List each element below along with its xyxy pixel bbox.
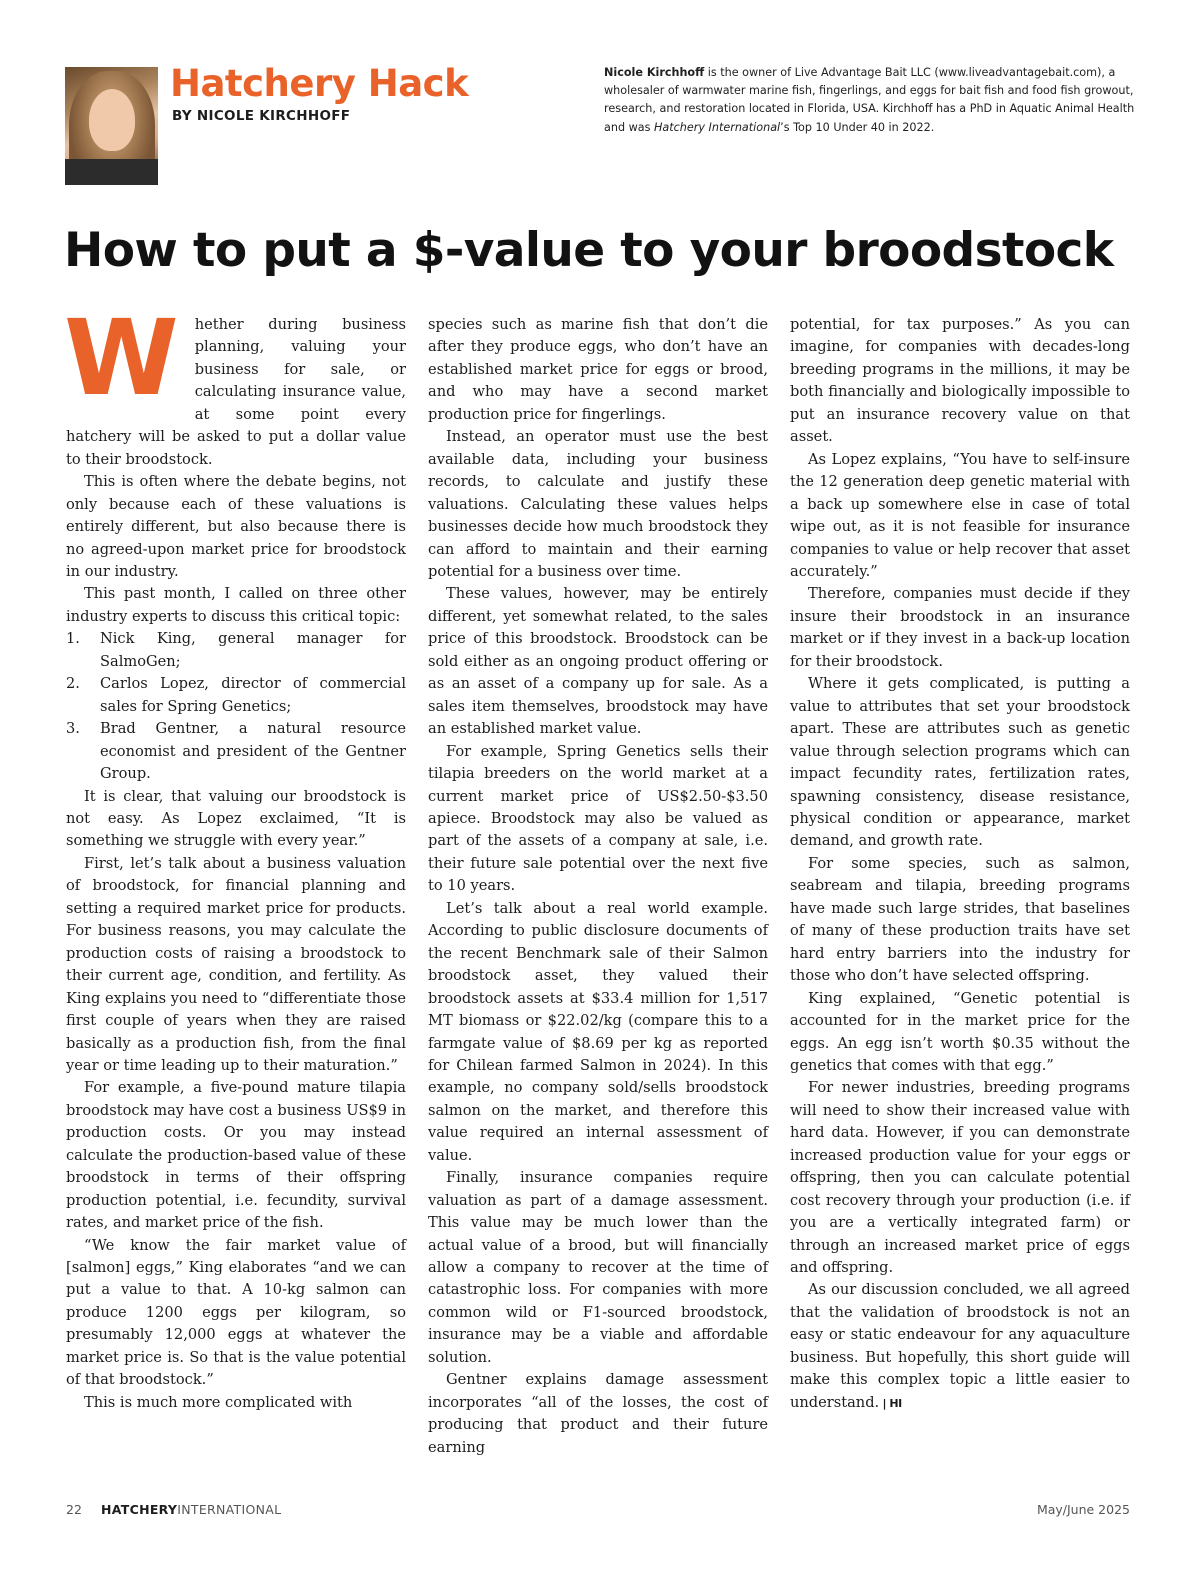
paragraph: For some species, such as salmon, seabream and tilapia, breeding programs have made such large strides, that baselines of many of these production traits have set hard entry barriers into the industry for those who don’t have selected offspring. [790, 854, 1130, 985]
column-title: Hatchery Hack [170, 62, 469, 105]
paragraph: First, let’s talk about a business valuation of broodstock, for financial planning and setting a required market price for products. For business reasons, you may calculate the production costs of raising a broodstock to their current age, condition, and fertility. As King explains you need to “differentiate those first couple of years when they are raised basically as a production fish, from the final year or time leading up to their maturation.” [66, 854, 406, 1074]
author-photo-shirt [65, 159, 158, 185]
page-number: 22 [66, 1502, 82, 1517]
paragraph: It is clear, that valuing our broodstock is not easy. As Lopez exclaimed, “It is something we struggle with every year.” [66, 787, 406, 850]
article-column-1 [64, 297, 406, 1414]
list-item [66, 628, 406, 673]
issue-date: May/June 2025 [1036, 1502, 1130, 1517]
paragraph: Let’s talk about a real world example. According to public disclosure documents of the recent Benchmark sale of their Salmon broodstock asset, they valued their broodstock assets at $33.4 million for 1,517 MT biomass or $22.02/kg (compare this to a farmgate value of $8.69 per kg as reported for Chilean farmed Salmon in 2024). In this example, no company sold/sells broodstock salmon on the market, and therefore this value required an internal assessment of value. [428, 899, 768, 1164]
paragraph: This is much more complicated with [84, 1393, 353, 1411]
magazine-name [101, 1502, 281, 1517]
article-headline: How to put a $-value to your broodstock [64, 223, 1114, 278]
article-column-2 [428, 314, 768, 1459]
list-text: Brad Gentner, a natural resource economist and president of the Gentner Group. [100, 720, 406, 783]
author-photo [65, 67, 158, 185]
paragraph: For example, a five-pound mature tilapia broodstock may have cost a business US$9 in production costs. Or you may instead calculate the production-based value of these broodstock in terms of their offspring production potential, i.e. fecundity, survival rates, and market price of the fish. [66, 1079, 406, 1232]
list-number: 1. [66, 630, 80, 648]
list-text: Carlos Lopez, director of commercial sales for Spring Genetics; [100, 675, 406, 715]
author-bio [604, 64, 1144, 137]
paragraph-text: As our discussion concluded, we all agreed that the validation of broodstock is not an easy or static endeavour for any aquaculture business. But hopefully, this short guide will make this complex topic a little easier to understand. [790, 1281, 1130, 1411]
list-item [66, 718, 406, 785]
list-number: 2. [66, 675, 80, 693]
paragraph: These values, however, may be entirely different, yet somewhat related, to the sales price of this broodstock. Broodstock can be sold either as an ongoing product offering or as an asset of a company up for sale. As a sales item themselves, broodstock may have an established market value. [428, 585, 768, 738]
article-column-3 [790, 314, 1130, 1415]
drop-cap: W [64, 297, 179, 419]
paragraph [790, 1279, 1130, 1415]
paragraph: King explained, “Genetic potential is accounted for in the market price for the eggs. An egg isn’t worth $0.35 without the genetics that comes with that egg.” [790, 989, 1130, 1074]
paragraph: potential, for tax purposes.” As you can imagine, for companies with decades-long breeding programs in the millions, it may be both financially and biologically impossible to put an insurance recovery value on that asset. [790, 316, 1130, 446]
paragraph: species such as marine fish that don’t die after they produce eggs, who don’t have an established market price for eggs or brood, and who may have a second market production price for fingerlings. [428, 316, 768, 423]
list-item [66, 673, 406, 718]
paragraph: For newer industries, breeding programs will need to show their increased value with hard data. However, if you can demonstrate increased production value for your eggs or offspring, then you can calculate potential cost recovery through your production (i.e. if you are a vertically integrated farm) or through an increased market price of eggs and offspring. [790, 1079, 1130, 1277]
bio-name: Nicole Kirchhoff [604, 66, 705, 79]
paragraph: “We know the fair market value of [salmon] eggs,” King elaborates “and we can put a value to that. A 10-kg salmon can produce 1200 eggs per kilogram, so presumably 12,000 eggs at whatever the market price is. So that is the value potential of that broodstock.” [66, 1236, 406, 1389]
paragraph-text: hether during business planning, valuing your business for sale, or calculating insurance value, at some point every hatchery will be asked to put a dollar value to their broodstock. [66, 316, 406, 468]
bio-publication: Hatchery International [654, 120, 781, 134]
page-footer [66, 1500, 1130, 1520]
paragraph: As Lopez explains, “You have to self-insure the 12 generation deep genetic material with a back up somewhere else in case of total wipe out, as it is not feasible for insurance companies to value or help recover that asset accurately.” [790, 450, 1130, 580]
paragraph: For example, Spring Genetics sells their tilapia breeders on the world market at a current market price of US$2.50-$3.50 apiece. Broodstock may also be valued as part of the assets of a company at sale, i.e. their future sale potential over the next five to 10 years. [428, 742, 768, 895]
list-number: 3. [66, 720, 80, 738]
paragraph: Finally, insurance companies require valuation as part of a damage assessment. This value may be much lower than the actual value of a brood, but will financially allow a company to recover at the time of catastrophic loss. For companies with more common wild or F1-sourced broodstock, insurance may be a viable and affordable solution. [428, 1169, 768, 1366]
bio-text-1: is the owner of Live Advantage Bait LLC (www.liveadvantagebait.com), a wholesaler of warmwater marine fish, fingerlings, and eggs for bait fish and food fish growout, research, and restoration located in Florida, USA. Kirchhoff has a PhD in Aquatic Animal Health and was [604, 66, 1135, 134]
paragraph: Where it gets complicated, is putting a value to attributes that set your broodstock apart. These are attributes such as genetic value through selection programs which can impact fecundity rates, fertilization rates, spawning consistency, disease resistance, physical condition or appearance, market demand, and growth rate. [790, 675, 1130, 850]
paragraph: Therefore, companies must decide if they insure their broodstock in an insurance market or if they invest in a back-up location for their broodstock. [790, 585, 1130, 670]
byline: BY NICOLE KIRCHHOFF [172, 108, 351, 124]
author-photo-face [89, 89, 135, 151]
expert-list [66, 628, 406, 785]
paragraph: Instead, an operator must use the best available data, including your business records, to calculate and justify these valuations. Calculating these values helps businesses decide how much broodstock they can afford to maintain and their earning potential for a business over time. [428, 428, 768, 580]
magazine-name-bold: HATCHERY [101, 1502, 178, 1517]
paragraph: This past month, I called on three other industry experts to discuss this critical topic: [66, 585, 406, 625]
paragraph: Gentner explains damage assessment incorporates “all of the losses, the cost of producing that product and their future earning [428, 1371, 768, 1456]
paragraph: This is often where the debate begins, not only because each of these valuations is entirely different, but also because there is no agreed-upon market price for broodstock in our industry. [66, 473, 406, 580]
bio-text-2: ’s Top 10 Under 40 in 2022. [780, 120, 935, 134]
paragraph [64, 297, 406, 471]
list-text: Nick King, general manager for SalmoGen; [100, 630, 406, 670]
magazine-name-light: INTERNATIONAL [177, 1502, 282, 1517]
end-mark: | HI [879, 1396, 902, 1410]
